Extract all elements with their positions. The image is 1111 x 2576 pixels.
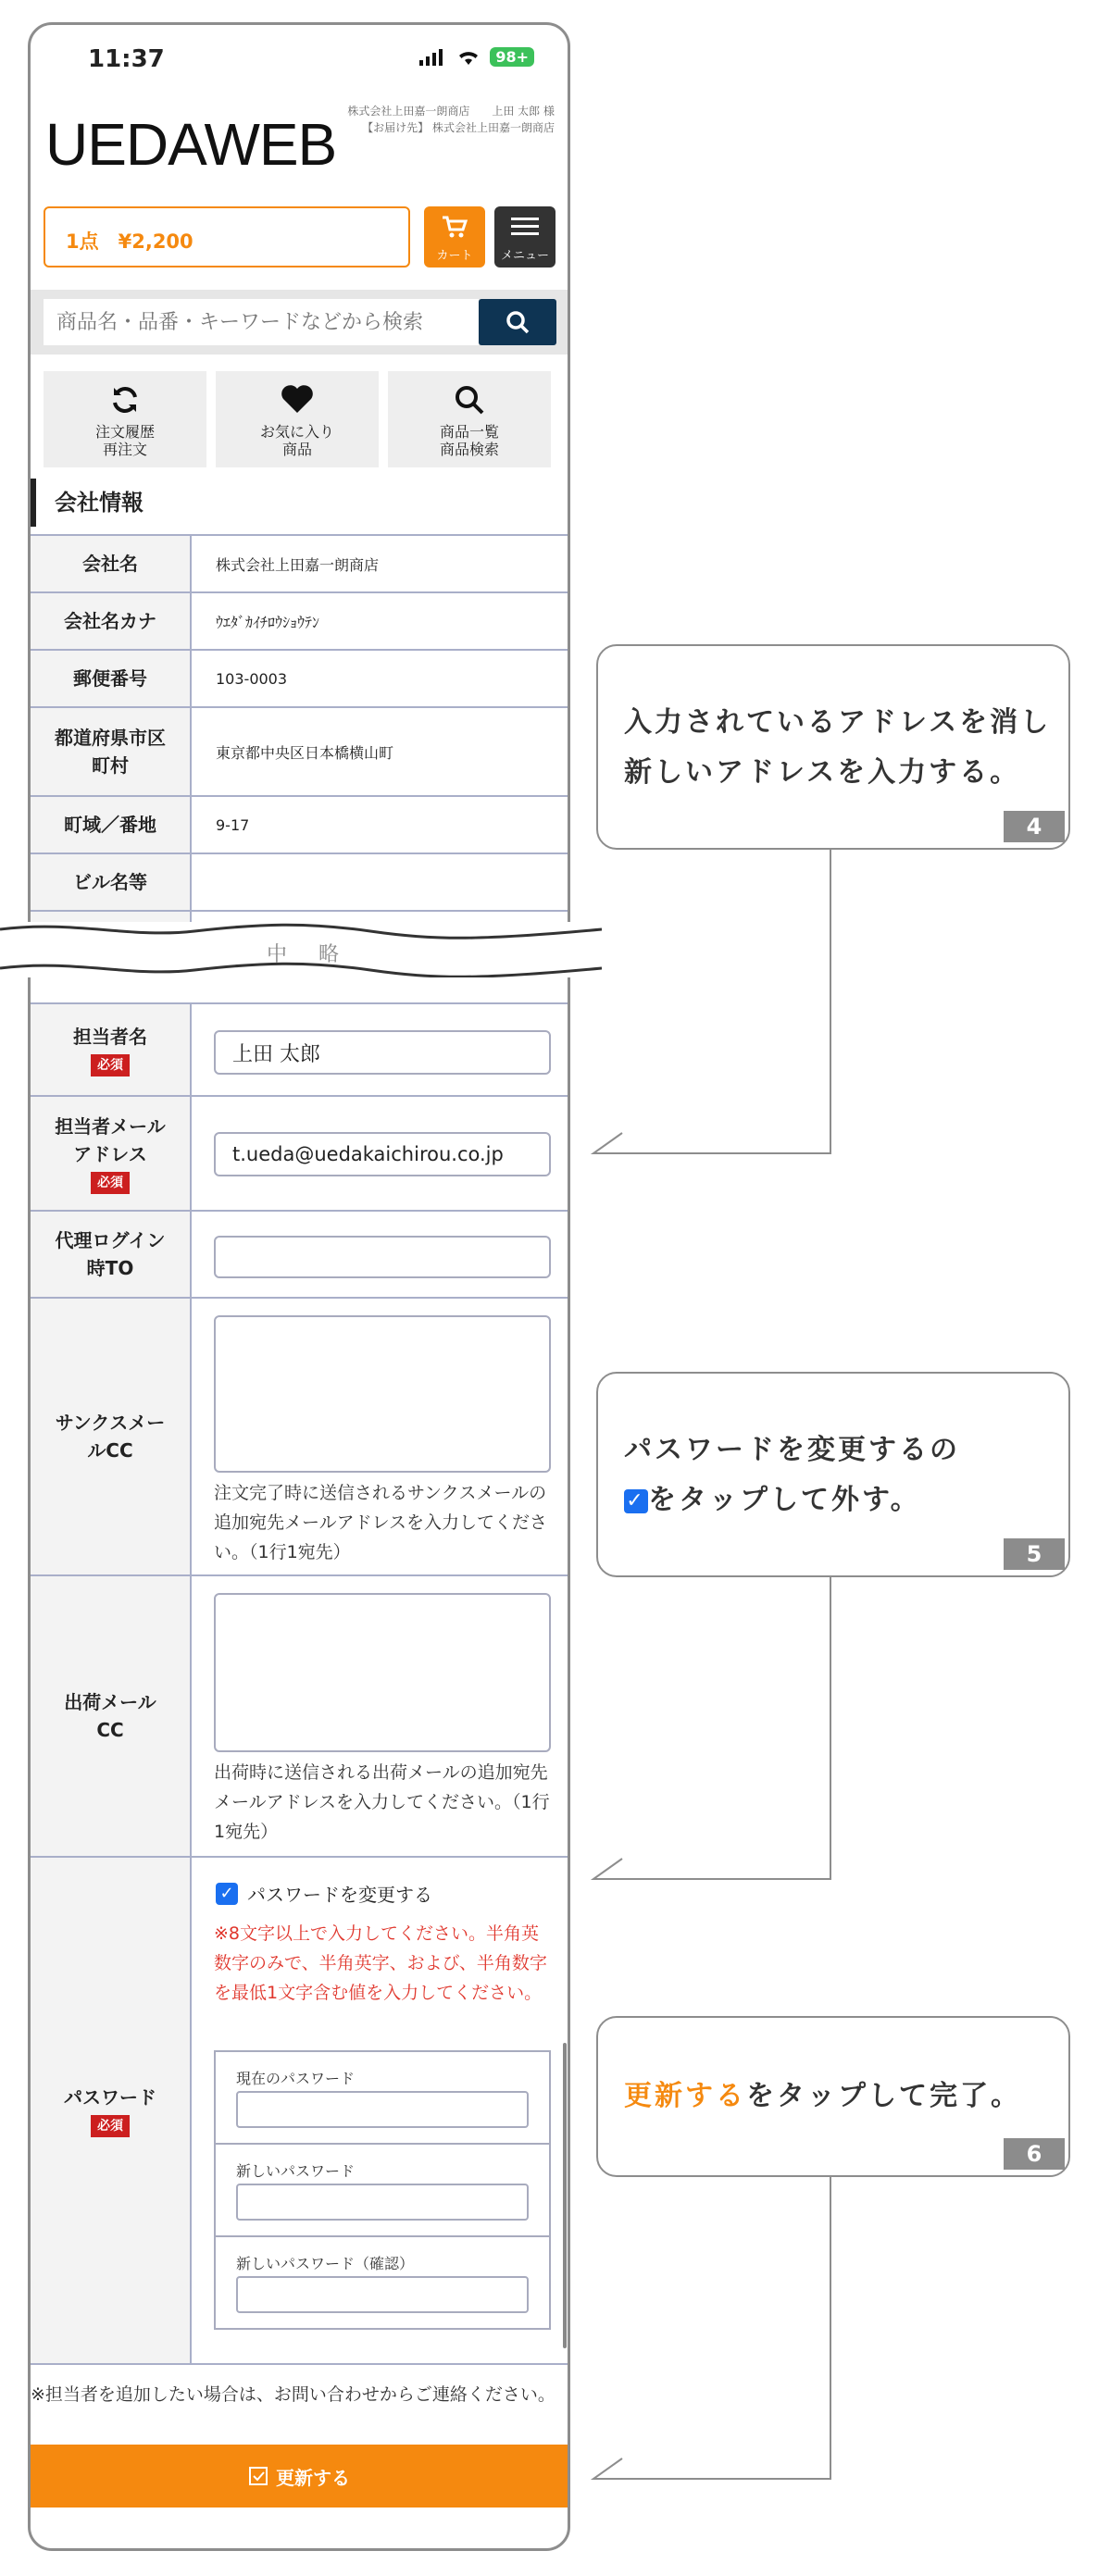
checkbox-checked-icon[interactable]: ✓	[216, 1883, 238, 1905]
cart-summary[interactable]: 1点 ¥2,200	[44, 206, 410, 268]
quick-link-sublabel: 再注文	[102, 441, 147, 458]
field-value: 103-0003	[216, 669, 288, 688]
required-badge: 必須	[91, 2115, 130, 2137]
header-delivery: 【お届け先】 株式会社上田嘉一朗商店	[362, 121, 555, 134]
field-value: ｳｴﾀﾞｶｲﾁﾛｳｼｮｳﾃﾝ	[216, 613, 320, 631]
callout-line: 入力されているアドレスを消し	[624, 706, 1052, 739]
password-rule-text: ※8文字以上で入力してください。半角英数字のみで、半角英字、および、半角数字を最低1文字含む値を入力してください。	[214, 1923, 547, 2003]
label-line: 代理ログイン	[55, 1229, 166, 1251]
contact-note: ※担当者を追加したい場合は、お問い合わせからご連絡ください。	[31, 2384, 556, 2405]
quick-link-sublabel: 商品検索	[439, 441, 499, 458]
required-badge: 必須	[91, 1054, 130, 1076]
callout-line-text: をタップして外す。	[648, 1484, 921, 1516]
label-line: CC	[96, 1719, 124, 1741]
step-number: 4	[1004, 811, 1065, 842]
label-line: サンクスメー	[55, 1412, 166, 1434]
field-value: 東京都中央区日本橋横山町	[216, 743, 394, 762]
email-input[interactable]: t.ueda@uedakaichirou.co.jp	[214, 1132, 551, 1176]
label-line: 出荷メール	[64, 1691, 156, 1713]
quick-link-sublabel: 商品	[281, 441, 312, 458]
step-number: 6	[1004, 2138, 1065, 2170]
label-line: 時TO	[86, 1257, 134, 1279]
status-time: 11:37	[88, 45, 165, 73]
field-label: ビル名等	[31, 854, 192, 910]
battery-icon: 98+	[490, 47, 534, 67]
callout-line: パスワードを変更するの	[624, 1434, 960, 1466]
cart-button-label: カート	[436, 249, 473, 263]
label-line: ルCC	[87, 1439, 133, 1462]
label-line: 都道府県市区	[55, 727, 166, 749]
confirm-password-label: 新しいパスワード（確認）	[236, 2255, 415, 2272]
callout-line: 新しいアドレスを入力する。	[624, 756, 1021, 789]
callout-line-text: をタップして完了。	[746, 2080, 1021, 2112]
callout-highlight: 更新する	[624, 2080, 746, 2112]
field-label: 会社名	[31, 536, 192, 591]
menu-button-label: メニュー	[500, 249, 549, 263]
field-label: 郵便番号	[31, 651, 192, 706]
quick-link-label: お気に入り	[259, 423, 334, 441]
field-value: 株式会社上田嘉一朗商店	[216, 555, 380, 574]
password-change-label: パスワードを変更する	[247, 1884, 432, 1906]
label-line: アドレス	[73, 1143, 147, 1165]
new-password-label: 新しいパスワード	[236, 2162, 356, 2180]
omission-label: 中 略	[267, 943, 345, 966]
field-label: 会社名カナ	[31, 593, 192, 649]
header-company: 株式会社上田嘉一朗商店 上田 太郎 様	[347, 105, 555, 118]
label-line: 担当者名	[73, 1026, 147, 1048]
current-password-label: 現在のパスワード	[236, 2070, 356, 2087]
site-logo[interactable]: UEDAWEB	[45, 111, 337, 178]
step-number: 5	[1004, 1538, 1065, 1570]
checkbox-checked-icon: ✓	[624, 1489, 648, 1513]
thanks-mail-hint: 注文完了時に送信されるサンクスメールの追加宛先メールアドレスを入力してください。（1行1宛先）	[214, 1483, 548, 1562]
update-button-label: 更新する	[276, 2466, 350, 2489]
label-line: 担当者メール	[55, 1115, 166, 1138]
quick-link-label: 注文履歴	[94, 423, 155, 441]
field-label: 町域／番地	[31, 797, 192, 852]
contact-name-input[interactable]: 上田 太郎	[214, 1030, 551, 1075]
field-value: 9-17	[216, 815, 250, 834]
ship-mail-hint: 出荷時に送信される出荷メールの追加宛先メールアドレスを入力してください。（1行1宛先）	[214, 1762, 550, 1842]
required-badge: 必須	[91, 1172, 130, 1194]
label-line: パスワード	[64, 2086, 156, 2109]
section-title: 会社情報	[31, 479, 568, 527]
label-line: 町村	[92, 754, 129, 777]
quick-link-label: 商品一覧	[439, 423, 499, 441]
